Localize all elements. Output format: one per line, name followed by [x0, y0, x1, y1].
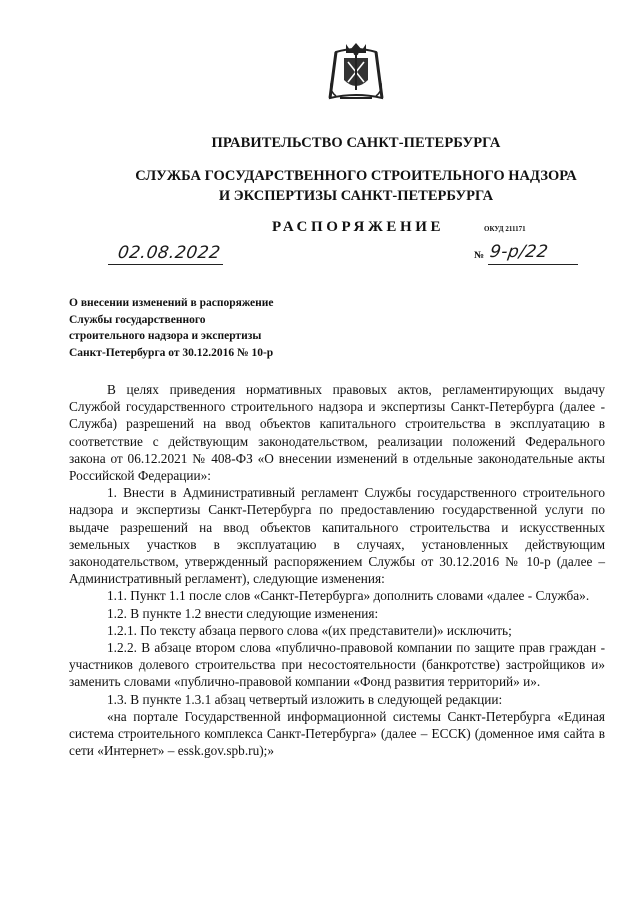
service-title [0, 166, 640, 206]
paragraph-1: 1. Внести в Административный регламент Службы государственного строительного надзора и экспертизы Санкт-Петербурга по предоставлению государственной услуги по выдаче разрешений на ввод объектов капитального строительства и искусственных земельных участков в эксплуатацию в случаях, установленных действующим законодательством, утвержденный распоряжением Службы от 30.12.2016 № 10-р (далее – Административный регламент), следующие изменения: [69, 485, 605, 587]
number-sign: № [474, 250, 485, 261]
paragraph-1-3-quote: «на портале Государственной информационной системы Санкт-Петербурга «Единая система строительного комплекса Санкт-Петербурга» (далее – ЕССК) (доменное имя сайта в сети «Интернет» – essk.gov.spb.ru);» [69, 708, 605, 759]
service-title-line1: СЛУЖБА ГОСУДАРСТВЕННОГО СТРОИТЕЛЬНОГО НАДЗОРА [135, 168, 577, 184]
document-subject [69, 295, 369, 361]
document-type: РАСПОРЯЖЕНИЕ [272, 219, 445, 235]
paragraph-1-2-1: 1.2.1. По тексту абзаца первого слова «(их представители)» исключить; [107, 622, 512, 638]
subject-line: строительного надзора и экспертизы [69, 330, 262, 342]
subject-line: Санкт-Петербурга от 30.12.2016 № 10-р [69, 346, 274, 359]
saint-petersburg-coat-of-arms-icon [322, 40, 390, 108]
service-title-line2: И ЭКСПЕРТИЗЫ САНКТ-ПЕТЕРБУРГА [218, 188, 494, 204]
paragraph-1-1: 1.1. Пункт 1.1 после слов «Санкт-Петербурга» дополнить словами «далее - Служба». [107, 588, 590, 604]
document-date: 02.08.2022 [116, 243, 222, 263]
document-body [69, 381, 605, 759]
paragraph-1-2: 1.2. В пункте 1.2 внести следующие изменения: [107, 605, 379, 621]
government-title: ПРАВИТЕЛЬСТВО САНКТ-ПЕТЕРБУРГА [211, 135, 501, 151]
subject-line: О внесении изменений в распоряжение [69, 297, 274, 309]
paragraph-1-2-2: 1.2.2. В абзаце втором слова «публично-правовой компании по защите прав граждан - участников долевого строительства при несостоятельности (банкротстве) застройщиков и» заменить словами «публично-правовой компании «Фонд развития территорий» и». [69, 640, 605, 690]
okud-code: ОКУД 211171 [484, 225, 526, 233]
subject-line: Службы государственного [69, 313, 206, 326]
intro-paragraph: В целях приведения нормативных правовых актов, регламентирующих выдачу Службой государственного строительного надзора и экспертизы Санкт-Петербурга (далее - Служба) разрешений на ввод объектов капитального строительства в эксплуатацию в соответствие с действующим законодательством, реализации положений Федерального закона от 06.12.2021 № 408-ФЗ «О внесении изменений в отдельные законодательные акты Российской Федерации»: [69, 382, 605, 484]
document-number: 9-р/22 [488, 242, 550, 262]
paragraph-1-3: 1.3. В пункте 1.3.1 абзац четвертый изложить в следующей редакции: [107, 691, 503, 707]
